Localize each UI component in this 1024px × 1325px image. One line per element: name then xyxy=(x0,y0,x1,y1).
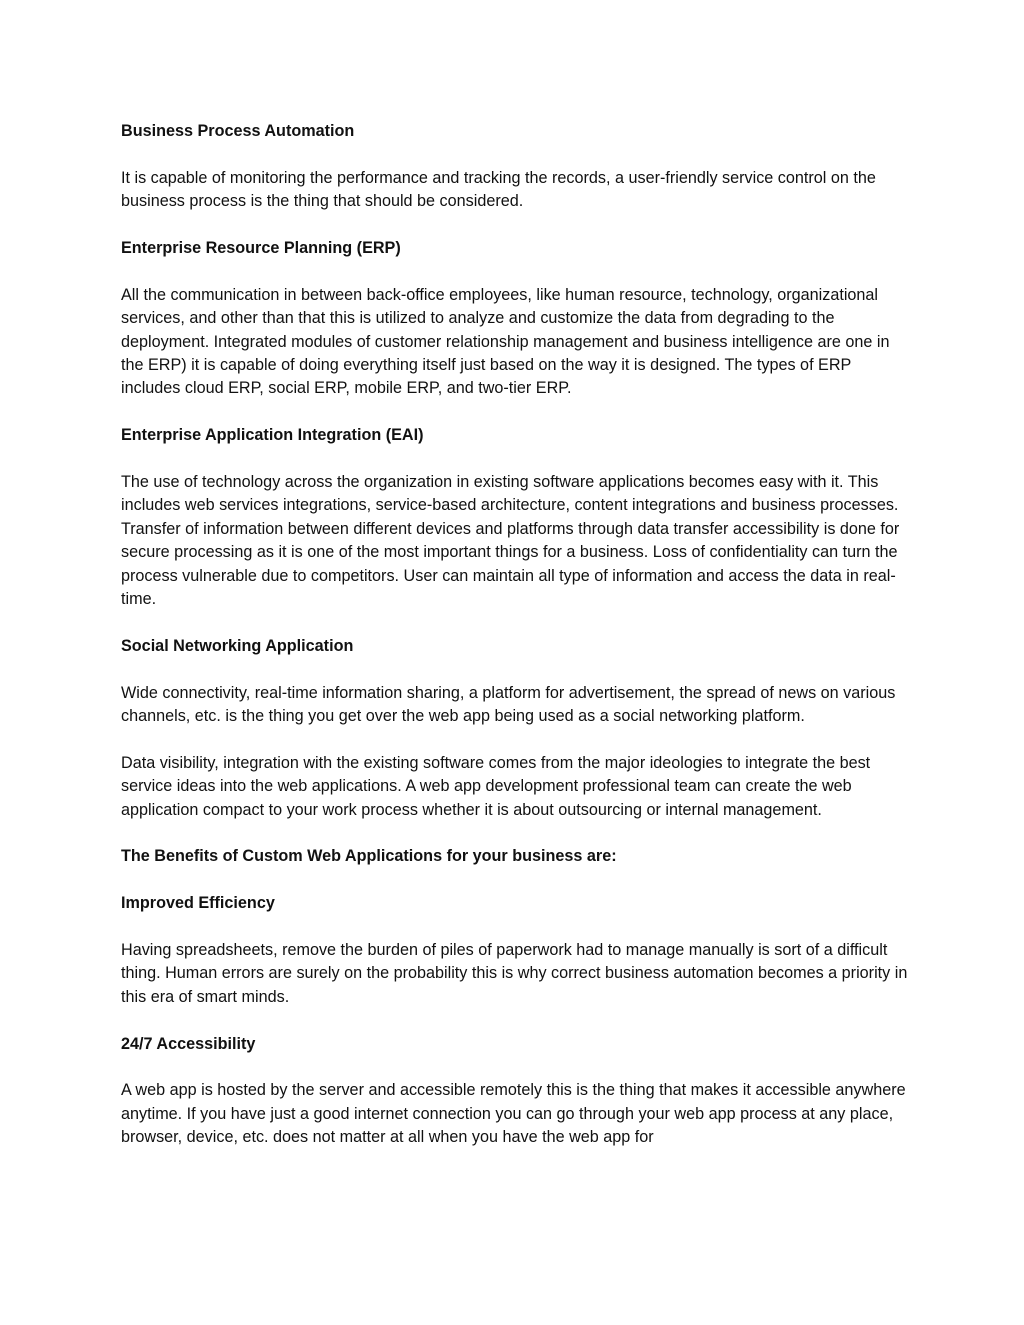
section-heading: Social Networking Application xyxy=(121,636,354,655)
section-paragraph: It is capable of monitoring the performance and tracking the records, a user-friendly service control on the business process is the thing that should be considered. xyxy=(121,168,876,211)
section-paragraph: The use of technology across the organization in existing software applications becomes easy with it. This includes web services integrations, service-based architecture, content integrations and business processes. Transfer of information between different devices and platforms through data transfer accessibility is done for secure processing as it is one of the most important things for a business. Loss of confidentiality can turn the process vulnerable due to competitors. User can maintain all type of information and access the data in real-time. xyxy=(121,473,900,609)
section-business-process-automation xyxy=(121,120,911,214)
section-heading: The Benefits of Custom Web Applications for your business are: xyxy=(121,847,617,866)
section-paragraph: A web app is hosted by the server and accessible remotely this is the thing that makes it accessible anywhere anytime. If you have just a good internet connection you can go through your web app process at any place, browser, device, etc. does not matter at all when you have the web app for xyxy=(121,1081,906,1147)
section-paragraph: All the communication in between back-office employees, like human resource, technology, organizational services, and other than that this is utilized to analyze and customize the data from degrading to the deployment. Integrated modules of customer relationship management and business intelligence are one in the ERP) it is capable of doing everything itself just based on the way it is designed. The types of ERP includes cloud ERP, social ERP, mobile ERP, and two-tier ERP. xyxy=(121,285,890,398)
section-improved-efficiency xyxy=(121,892,911,1009)
section-eai xyxy=(121,424,911,611)
document-page xyxy=(121,120,911,1150)
section-paragraph: Wide connectivity, real-time information sharing, a platform for advertisement, the spread of news on various channels, etc. is the thing you get over the web app being used as a social networking platform. xyxy=(121,683,896,726)
section-heading: Enterprise Resource Planning (ERP) xyxy=(121,239,401,257)
section-paragraph: Having spreadsheets, remove the burden of piles of paperwork had to manage manually is sort of a difficult thing. Human errors are surely on the probability this is why correct business automation becomes a priority in this era of smart minds. xyxy=(121,941,908,1006)
section-accessibility xyxy=(121,1033,911,1150)
section-heading: Business Process Automation xyxy=(121,122,355,140)
section-heading: Enterprise Application Integration (EAI) xyxy=(121,426,424,445)
section-social-networking xyxy=(121,635,911,822)
section-heading: 24/7 Accessibility xyxy=(121,1034,256,1053)
section-benefits-intro xyxy=(121,845,911,868)
section-paragraph: Data visibility, integration with the existing software comes from the major ideologies to integrate the best service ideas into the web applications. A web app development professional team can create the web application compact to your work process whether it is about outsourcing or internal management. xyxy=(121,753,871,819)
section-heading: Improved Efficiency xyxy=(121,894,275,913)
section-erp xyxy=(121,237,911,401)
